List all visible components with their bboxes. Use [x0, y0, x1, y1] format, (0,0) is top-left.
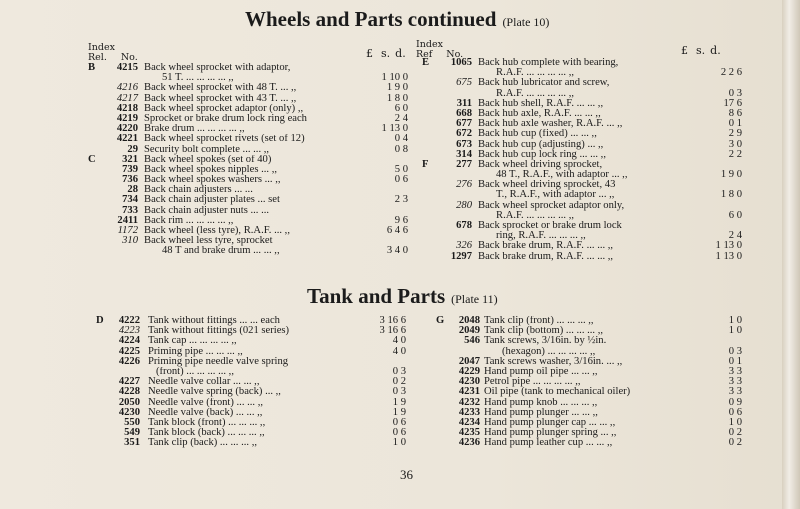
part-row: [436, 408, 752, 418]
part-price: 6 0: [728, 209, 742, 221]
part-number: 4221: [116, 133, 138, 145]
part-description: Back wheel spokes nipples ... ,,: [144, 164, 277, 175]
part-description: R.A.F. ... ... ... ... ,,: [496, 210, 575, 221]
part-number: 2050: [118, 396, 140, 408]
part-description: Priming pipe ... ... ... ,,: [148, 346, 243, 357]
tank-parts-left-list: [96, 316, 414, 448]
wheels-parts-left-list: [88, 63, 414, 257]
part-description: Sprocket or brake drum lock ring each: [144, 113, 307, 124]
part-number: 2047: [458, 355, 480, 367]
part-description: Back brake drum, R.A.F. ... ... ,,: [478, 241, 614, 252]
part-description: Tank screws washer, 3/16in. ... ,,: [484, 356, 623, 367]
s-label: s.: [381, 47, 391, 60]
part-row: [422, 201, 752, 211]
part-row: [436, 387, 752, 397]
page-number: 36: [400, 467, 413, 482]
part-price: 2 4: [728, 230, 742, 242]
part-description: Back hub lubricator and screw,: [478, 78, 610, 89]
part-description: (hexagon) ... ... ... ... ,,: [502, 346, 596, 357]
part-description: Back hub complete with bearing,: [478, 58, 619, 68]
part-description: R.A.F. ... ... ... ... ,,: [496, 68, 575, 79]
part-row: [96, 438, 414, 448]
part-price: 1 8 0: [720, 189, 742, 201]
part-number: 28: [127, 184, 138, 196]
no-label: No.: [446, 49, 464, 60]
part-description: Back wheel driving sprocket,: [478, 159, 603, 170]
part-price: 0 6: [394, 174, 408, 186]
part-number: 4215: [116, 62, 138, 73]
part-number: 672: [456, 128, 472, 140]
part-number: 321: [122, 153, 138, 165]
part-description: Hand pump knob ... ... ... ,,: [484, 397, 598, 408]
section-heading: Wheels and Parts continued: [245, 7, 497, 31]
part-price: 0 6: [392, 427, 406, 439]
part-price: 1 9: [392, 406, 406, 418]
part-number: 1172: [117, 225, 138, 236]
part-row: [96, 367, 414, 377]
part-description: Back chain adjusters ... ...: [144, 185, 253, 196]
pound-label: £: [681, 44, 688, 57]
part-price: 0 4: [394, 133, 408, 145]
plate-ref: (Plate 10): [502, 15, 550, 29]
price-header-right: [681, 46, 721, 56]
part-row: [422, 252, 752, 262]
part-price: 1 0: [392, 437, 406, 449]
part-row: [96, 408, 414, 418]
part-description: Tank without fittings (021 series): [148, 326, 290, 337]
part-number: 4222: [118, 315, 140, 326]
part-price: 2 3: [394, 194, 408, 206]
part-number: 4217: [116, 92, 138, 104]
part-number: 4230: [118, 406, 140, 418]
part-number: 550: [124, 416, 140, 428]
part-description: Back sprocket or brake drum lock: [478, 221, 622, 231]
part-price: 0 3: [392, 386, 406, 398]
part-description: Hand pump plunger ... ... ,,: [484, 407, 598, 418]
part-description: Tank clip (front) ... ... ... ,,: [484, 316, 594, 326]
part-number: 546: [464, 335, 480, 347]
part-number: 734: [122, 194, 138, 206]
part-number: 678: [456, 220, 472, 231]
plate-ref: (Plate 11): [451, 292, 498, 306]
part-price: 3 3: [728, 376, 742, 388]
part-price: 3 4 0: [386, 245, 408, 257]
part-number: 4223: [118, 325, 140, 337]
part-row: [88, 134, 414, 144]
part-number: 2048: [458, 315, 480, 326]
part-description: Tank clip (back) ... ... ... ,,: [148, 438, 257, 449]
part-number: 4230: [458, 376, 480, 388]
part-description: Back wheel sprocket with 43 T. ... ,,: [144, 93, 297, 104]
part-number: 4227: [118, 376, 140, 388]
part-price: 0 2: [392, 376, 406, 388]
part-row: [96, 377, 414, 387]
part-price: 3 3: [728, 386, 742, 398]
part-number: 326: [456, 240, 472, 252]
part-description: Back chain adjuster plates ... set: [144, 195, 280, 206]
part-price: 0 6: [392, 416, 406, 428]
part-description: Back wheel sprocket with adaptor,: [144, 63, 291, 73]
part-description: Hand pump leather cup ... ... ,,: [484, 438, 613, 449]
part-row: [88, 246, 414, 256]
part-number: 276: [456, 179, 472, 191]
index-letter: C: [88, 153, 96, 165]
part-description: ring, R.A.F. ... ... ... ,,: [496, 231, 586, 242]
part-description: Tank cap ... ... ... ... ,,: [148, 336, 237, 347]
part-description: Back wheel spokes (set of 40): [144, 154, 272, 165]
ref-label: Ref: [416, 49, 433, 60]
part-description: Back wheel sprocket with 48 T. ... ,,: [144, 83, 297, 94]
part-row: [436, 377, 752, 387]
part-price: 0 1: [728, 355, 742, 367]
part-description: (front) ... ... ... ... ,,: [156, 366, 234, 377]
part-description: Back chain adjuster nuts ... ...: [144, 205, 270, 216]
part-row: [422, 129, 752, 139]
index-letter: G: [436, 315, 445, 326]
part-description: Hand pump oil pipe ... ... ,,: [484, 366, 598, 377]
part-description: Needle valve collar ... ... ,,: [148, 377, 260, 388]
part-number: 4232: [458, 396, 480, 408]
part-description: T., R.A.F., with adaptor ... ,,: [496, 190, 615, 201]
part-number: 311: [456, 97, 472, 109]
part-row: [436, 418, 752, 428]
section-title-wheels: [245, 7, 549, 32]
part-description: Back wheel sprocket rivets (set of 12): [144, 134, 305, 145]
part-row: [96, 398, 414, 408]
part-number: 4226: [118, 355, 140, 367]
part-price: 1 13 0: [715, 250, 742, 262]
part-price: 6 4 6: [386, 225, 408, 236]
part-description: Back wheel less tyre, sprocket: [144, 236, 273, 247]
index-label: Index: [88, 42, 115, 53]
part-row: [422, 160, 752, 170]
part-description: Back wheel (less tyre), R.A.F. ... ,,: [144, 226, 290, 236]
part-price: 1 0: [728, 325, 742, 337]
part-price: 0 2: [728, 437, 742, 449]
part-price: 0 1: [728, 118, 742, 130]
part-price: 1 9 0: [386, 82, 408, 94]
index-letter: B: [88, 62, 96, 73]
part-price: 2 2 6: [720, 67, 742, 79]
part-description: Back hub cup lock ring ... ... ,,: [478, 149, 606, 160]
part-price: 0 6: [728, 406, 742, 418]
part-row: [422, 180, 752, 190]
part-number: 4228: [118, 386, 140, 398]
part-number: 739: [122, 163, 138, 175]
part-description: R.A.F. ... ... ... ... ,,: [496, 88, 575, 99]
part-price: 17 6: [723, 97, 742, 109]
part-price: 3 16 6: [379, 325, 406, 337]
part-number: 2411: [117, 214, 138, 226]
part-description: Back wheel spokes washers ... ,,: [144, 175, 281, 186]
part-price: 1 10 0: [381, 72, 408, 84]
part-number: 277: [456, 158, 472, 170]
s-label: s.: [696, 44, 706, 57]
part-price: 1 13 0: [381, 123, 408, 135]
index-letter: F: [422, 158, 429, 170]
part-price: 1 8 0: [386, 92, 408, 104]
part-price: 0 8: [394, 143, 408, 155]
part-description: Back wheel driving sprocket, 43: [478, 180, 616, 191]
part-description: Back brake drum, R.A.F. ... ... ,,: [478, 251, 614, 262]
index-letter: D: [96, 315, 104, 326]
part-number: 2049: [458, 325, 480, 337]
part-description: Tank block (front) ... ... ... ,,: [148, 417, 266, 428]
part-price: 4 0: [392, 335, 406, 347]
part-row: [88, 63, 414, 73]
part-description: Brake drum ... ... ... ... ,,: [144, 124, 245, 135]
part-row: [436, 428, 752, 438]
part-row: [96, 357, 414, 367]
no-label: No.: [120, 52, 138, 63]
part-price: 6 0: [394, 102, 408, 114]
part-description: Tank without fittings ... ... each: [148, 316, 280, 326]
part-description: Hand pump plunger cap ... ... ,,: [484, 417, 616, 428]
part-price: 8 6: [728, 107, 742, 119]
part-row: [96, 418, 414, 428]
part-price: 2 2: [728, 148, 742, 160]
part-price: 1 9: [392, 396, 406, 408]
part-row: [436, 326, 752, 336]
column-header-left: [88, 43, 138, 63]
part-description: Tank clip (bottom) ... ... ... ,,: [484, 326, 604, 337]
part-description: 48 T and brake drum ... ... ,,: [162, 246, 280, 257]
index-label: Index: [416, 39, 443, 50]
part-description: Security bolt complete ... ... ,,: [144, 144, 270, 155]
page-edge: [782, 0, 800, 509]
part-price: 3 0: [728, 138, 742, 150]
part-number: 4224: [118, 335, 140, 347]
d-label: d.: [395, 47, 406, 60]
ref-label: Rel.: [88, 52, 107, 63]
part-row: [96, 316, 414, 326]
part-number: 351: [124, 437, 140, 449]
part-price: 2 4: [394, 112, 408, 124]
pound-label: £: [366, 47, 373, 60]
part-description: Back wheel sprocket adaptor only,: [478, 200, 625, 211]
part-number: 4236: [458, 437, 480, 449]
part-number: 549: [124, 427, 140, 439]
part-description: Petrol pipe ... ... ... ... ,,: [484, 377, 581, 388]
part-row: [422, 58, 752, 68]
part-description: Needle valve (front) ... ... ,,: [148, 397, 264, 408]
part-number: 1065: [450, 57, 472, 68]
part-description: Back rim ... ... ... ... ,,: [144, 215, 234, 226]
part-row: [436, 357, 752, 367]
price-header-left: [366, 49, 406, 59]
d-label: d.: [710, 44, 721, 57]
part-price: 0 2: [728, 427, 742, 439]
part-price: 0 3: [728, 87, 742, 99]
part-number: 736: [122, 174, 138, 186]
part-row: [96, 326, 414, 336]
part-number: 4220: [116, 123, 138, 135]
index-letter: E: [422, 57, 430, 68]
part-row: [96, 387, 414, 397]
part-price: 0 3: [392, 365, 406, 377]
part-price: 5 0: [394, 163, 408, 175]
part-number: 733: [122, 204, 138, 216]
part-price: 4 0: [392, 345, 406, 357]
part-number: 4218: [116, 102, 138, 114]
part-row: [96, 347, 414, 357]
part-price: 1 0: [728, 416, 742, 428]
part-number: 4234: [458, 416, 480, 428]
part-description: Needle valve spring (back) ... ,,: [148, 387, 281, 398]
part-number: 4229: [458, 365, 480, 377]
part-row: [436, 336, 752, 346]
part-number: 310: [122, 235, 138, 247]
part-number: 675: [456, 77, 472, 89]
part-description: Hand pump plunger spring ... ,,: [484, 428, 617, 439]
wheels-parts-right-list: [422, 58, 752, 262]
part-description: Back hub cup (adjusting) ... ,,: [478, 139, 604, 150]
part-row: [436, 316, 752, 326]
section-heading: Tank and Parts: [307, 284, 446, 308]
part-description: 51 T. ... ... ... ... ,,: [162, 73, 234, 84]
part-description: Back hub shell, R.A.F. ... ... ,,: [478, 98, 604, 109]
part-description: Back hub axle washer, R.A.F. ... ,,: [478, 119, 623, 130]
part-price: 0 3: [728, 345, 742, 357]
part-price: 1 9 0: [720, 169, 742, 181]
part-number: 4225: [118, 345, 140, 357]
part-row: [96, 336, 414, 346]
part-row: [88, 236, 414, 246]
part-description: Back hub axle, R.A.F. ... ... ,,: [478, 108, 601, 119]
part-number: 29: [127, 143, 138, 155]
part-price: 3 16 6: [379, 315, 406, 326]
part-description: Priming pipe needle valve spring: [148, 356, 289, 367]
part-number: 4235: [458, 427, 480, 439]
part-description: 48 T., R.A.F., with adaptor ... ,,: [496, 170, 628, 181]
part-description: Back wheel sprocket adaptor (only) ,,: [144, 103, 304, 114]
part-number: 4231: [458, 386, 480, 398]
part-description: Tank block (back) ... ... ... ,,: [148, 428, 265, 439]
section-title-tank: [307, 284, 498, 309]
part-price: 1 0: [728, 315, 742, 326]
part-row: [436, 398, 752, 408]
part-price: 2 9: [728, 128, 742, 140]
part-row: [422, 78, 752, 88]
part-price: 9 6: [394, 214, 408, 226]
part-number: 668: [456, 107, 472, 119]
part-number: 677: [456, 118, 472, 130]
part-description: Tank screws, 3/16in. by ½in.: [484, 336, 607, 347]
part-price: 0 9: [728, 396, 742, 408]
part-number: 673: [456, 138, 472, 150]
part-number: 314: [456, 148, 472, 160]
part-price: 3 3: [728, 365, 742, 377]
part-description: Oil pipe (tank to mechanical oiler): [484, 387, 631, 398]
part-description: Needle valve (back) ... ... ,,: [148, 407, 263, 418]
part-row: [422, 221, 752, 231]
part-number: 280: [456, 199, 472, 211]
part-row: [96, 428, 414, 438]
tank-parts-right-list: [436, 316, 752, 448]
part-number: 4219: [116, 112, 138, 124]
part-row: [436, 367, 752, 377]
part-description: Back hub cup (fixed) ... ... ,,: [478, 129, 597, 140]
part-number: 4233: [458, 406, 480, 418]
part-price: 1 13 0: [715, 240, 742, 252]
part-row: [436, 438, 752, 448]
part-number: 1297: [450, 250, 472, 262]
part-number: 4216: [116, 82, 138, 94]
part-row: [436, 347, 752, 357]
